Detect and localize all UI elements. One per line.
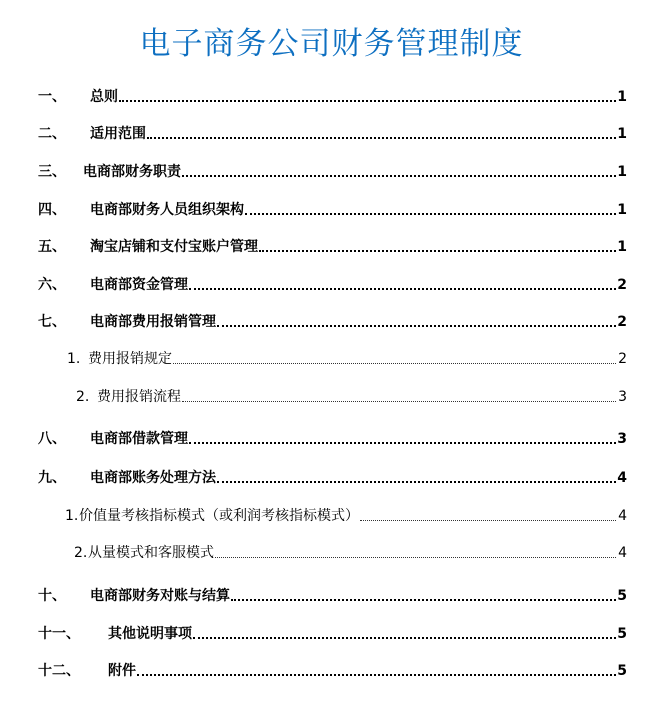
toc-entry-number: 六、 <box>38 277 66 293</box>
dot-leader <box>360 520 616 521</box>
toc-entry[interactable] <box>38 236 627 256</box>
toc-entry-label: 电商部资金管理 <box>90 277 188 293</box>
toc-entry-page: 5 <box>617 626 627 642</box>
toc-entry-label: 电商部财务职责 <box>83 164 181 180</box>
toc-entry-label: 适用范围 <box>90 126 146 142</box>
toc-entry[interactable] <box>38 123 627 143</box>
toc-entry-page: 1 <box>617 202 627 218</box>
toc-subentry[interactable] <box>74 542 627 562</box>
dot-leader <box>217 325 616 327</box>
toc-entry[interactable] <box>38 199 627 219</box>
toc-entry-number: 1. <box>65 508 79 524</box>
dot-leader <box>173 363 616 364</box>
toc-entry-number: 七、 <box>38 314 66 330</box>
toc-entry-page: 5 <box>617 588 627 604</box>
toc-entry-label: 附件 <box>108 663 136 679</box>
toc-entry-label: 费用报销流程 <box>97 389 181 405</box>
toc-entry[interactable] <box>38 428 627 448</box>
toc-entry-page: 3 <box>617 431 627 447</box>
toc-entry[interactable] <box>38 311 627 331</box>
toc-entry-number: 十、 <box>38 588 66 604</box>
toc-entry-number: 九、 <box>38 470 66 486</box>
toc-entry-page: 2 <box>617 314 627 330</box>
toc-entry-page: 2 <box>617 277 627 293</box>
toc-entry-label: 总则 <box>90 89 118 105</box>
toc-entry-page: 5 <box>617 663 627 679</box>
dot-leader <box>231 599 616 601</box>
toc-entry-label: 淘宝店铺和支付宝账户管理 <box>90 239 258 255</box>
toc-entry[interactable] <box>38 161 627 181</box>
dot-leader <box>189 442 616 444</box>
dot-leader <box>147 137 616 139</box>
toc-entry-number: 二、 <box>38 126 66 142</box>
toc-entry-page: 1 <box>617 89 627 105</box>
toc-entry-label: 电商部财务人员组织架构 <box>90 202 244 218</box>
toc-entry-label: 电商部财务对账与结算 <box>90 588 230 604</box>
toc-entry-number: 四、 <box>38 202 66 218</box>
toc-entry[interactable] <box>38 623 627 643</box>
toc-entry-label: 电商部账务处理方法 <box>90 470 216 486</box>
dot-leader <box>259 250 616 252</box>
toc-entry-number: 一、 <box>38 89 66 105</box>
document-title: 电子商务公司财务管理制度 <box>139 26 524 62</box>
toc-entry-number: 三、 <box>38 164 66 180</box>
toc-entry-number: 2. <box>76 389 90 405</box>
toc-entry-number: 五、 <box>38 239 66 255</box>
dot-leader <box>217 481 616 483</box>
toc-entry-label: 其他说明事项 <box>108 626 192 642</box>
toc-entry-number: 八、 <box>38 431 66 447</box>
toc-entry[interactable] <box>38 274 627 294</box>
toc-entry-page: 4 <box>618 545 627 561</box>
toc-entry-label: 从量模式和客服模式 <box>88 545 214 561</box>
toc-entry-page: 1 <box>617 239 627 255</box>
toc-entry-number: 1. <box>67 351 81 367</box>
toc-entry[interactable] <box>38 585 627 605</box>
toc-entry-number: 十一、 <box>38 626 80 642</box>
toc-subentry[interactable] <box>76 386 627 406</box>
toc-entry-label: 价值量考核指标模式（或利润考核指标模式） <box>79 508 359 524</box>
dot-leader <box>215 557 616 558</box>
toc-subentry[interactable] <box>67 348 627 368</box>
toc-entry-label: 费用报销规定 <box>88 351 172 367</box>
toc-entry-number: 2. <box>74 545 88 561</box>
toc-entry[interactable] <box>38 467 627 487</box>
toc-entry-number: 十二、 <box>38 663 80 679</box>
toc-entry-page: 2 <box>618 351 627 367</box>
toc-entry-page: 4 <box>617 470 627 486</box>
dot-leader <box>189 288 616 290</box>
toc-entry[interactable] <box>38 86 627 106</box>
toc-entry-label: 电商部费用报销管理 <box>90 314 216 330</box>
dot-leader <box>137 674 616 676</box>
dot-leader <box>182 401 616 402</box>
toc-entry-label: 电商部借款管理 <box>90 431 188 447</box>
dot-leader <box>245 213 616 215</box>
toc-entry-page: 1 <box>617 126 627 142</box>
toc-entry[interactable] <box>38 660 627 680</box>
toc-entry-page: 3 <box>618 389 627 405</box>
toc-subentry[interactable] <box>65 505 627 525</box>
dot-leader <box>119 100 616 102</box>
toc-entry-page: 1 <box>617 164 627 180</box>
toc-entry-page: 4 <box>618 508 627 524</box>
dot-leader <box>182 175 616 177</box>
dot-leader <box>193 637 616 639</box>
